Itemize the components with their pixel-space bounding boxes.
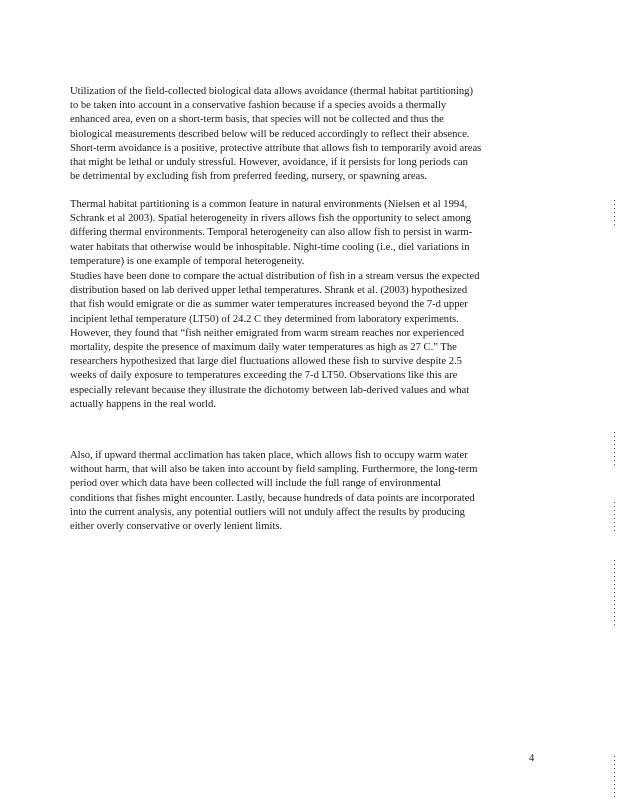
text-line: temperature) is one example of temporal heterogeneity. bbox=[70, 255, 305, 267]
text-line: Studies have been done to compare the actual distribution of fish in a stream versus the expected bbox=[70, 271, 480, 282]
text-line: incipient lethal temperature (LT50) of 24.2 C they determined from laboratory experiments. bbox=[70, 313, 459, 325]
text-line: period over which data have been collected will include the full range of environmental bbox=[70, 478, 441, 490]
paragraph-studies bbox=[70, 270, 540, 412]
text-line: that might be lethal or unduly stressful. However, avoidance, if it persists for long periods can bbox=[70, 157, 468, 169]
text-line: mortality, despite the presence of maximum daily water temperatures as high as 27 C.” The bbox=[70, 342, 457, 354]
text-line: either overly conservative or overly lenient limits. bbox=[70, 521, 283, 533]
text-line: Thermal habitat partitioning is a common feature in natural environments (Nielsen et al 1994, bbox=[70, 199, 468, 210]
scan-margin-mark bbox=[614, 432, 615, 468]
text-line: be detrimental by excluding fish from preferred feeding, nursery, or spawning areas. bbox=[70, 171, 428, 183]
text-line: to be taken into account in a conservative fashion because if a species avoids a thermally bbox=[70, 100, 447, 112]
text-line: differing thermal environments. Temporal heterogeneity can also allow fish to persist in warm- bbox=[70, 227, 473, 239]
paragraph-avoidance bbox=[70, 85, 540, 184]
text-line: that fish would emigrate or die as summer water temperatures increased beyond the 7-d upper bbox=[70, 299, 468, 311]
text-line: biological measurements described below will be reduced accordingly to reflect their absence. bbox=[70, 128, 470, 140]
text-line: actually happens in the real world. bbox=[70, 398, 216, 410]
text-line: water habitats that otherwise would be inhospitable. Night-time cooling (i.e., diel variations in bbox=[70, 241, 470, 253]
text-line: However, they found that “fish neither emigrated from warm stream reaches nor experienced bbox=[70, 327, 465, 339]
page-number: 4 bbox=[529, 753, 535, 764]
text-line: without harm, that will also be taken into account by field sampling. Furthermore, the long-term bbox=[70, 464, 478, 476]
scan-margin-mark bbox=[614, 756, 615, 798]
text-line: conditions that fishes might encounter. Lastly, because hundreds of data points are incorporated bbox=[70, 492, 475, 504]
paragraph-habitat-partitioning bbox=[70, 198, 540, 269]
text-line: researchers hypothesized that large diel fluctuations allowed these fish to survive despite 2.5 bbox=[70, 356, 462, 368]
paragraph-acclimation bbox=[70, 449, 540, 534]
scan-margin-mark bbox=[614, 560, 615, 626]
text-line: into the current analysis, any potential outliers will not unduly affect the results by producing bbox=[70, 506, 465, 518]
text-line: weeks of daily exposure to temperatures exceeding the 7-d LT50. Observations like this are bbox=[70, 370, 458, 382]
text-line: Utilization of the field-collected biological data allows avoidance (thermal habitat partitioning) bbox=[70, 86, 474, 97]
scan-margin-mark bbox=[614, 502, 615, 532]
text-line: especially relevant because they illustrate the dichotomy between lab-derived values and what bbox=[70, 384, 470, 396]
scan-margin-mark bbox=[614, 200, 615, 226]
text-line: enhanced area, even on a short-term basis, that species will not be collected and thus the bbox=[70, 114, 444, 126]
text-line: Short-term avoidance is a positive, protective attribute that allows fish to temporarily avoid areas bbox=[70, 142, 482, 154]
text-line: distribution based on lab derived upper lethal temperatures. Shrank et al. (2003) hypothesized bbox=[70, 285, 468, 297]
text-line: Also, if upward thermal acclimation has taken place, which allows fish to occupy warm water bbox=[70, 450, 468, 461]
text-line: Schrank et al 2003). Spatial heterogeneity in rivers allows fish the opportunity to select among bbox=[70, 213, 471, 225]
